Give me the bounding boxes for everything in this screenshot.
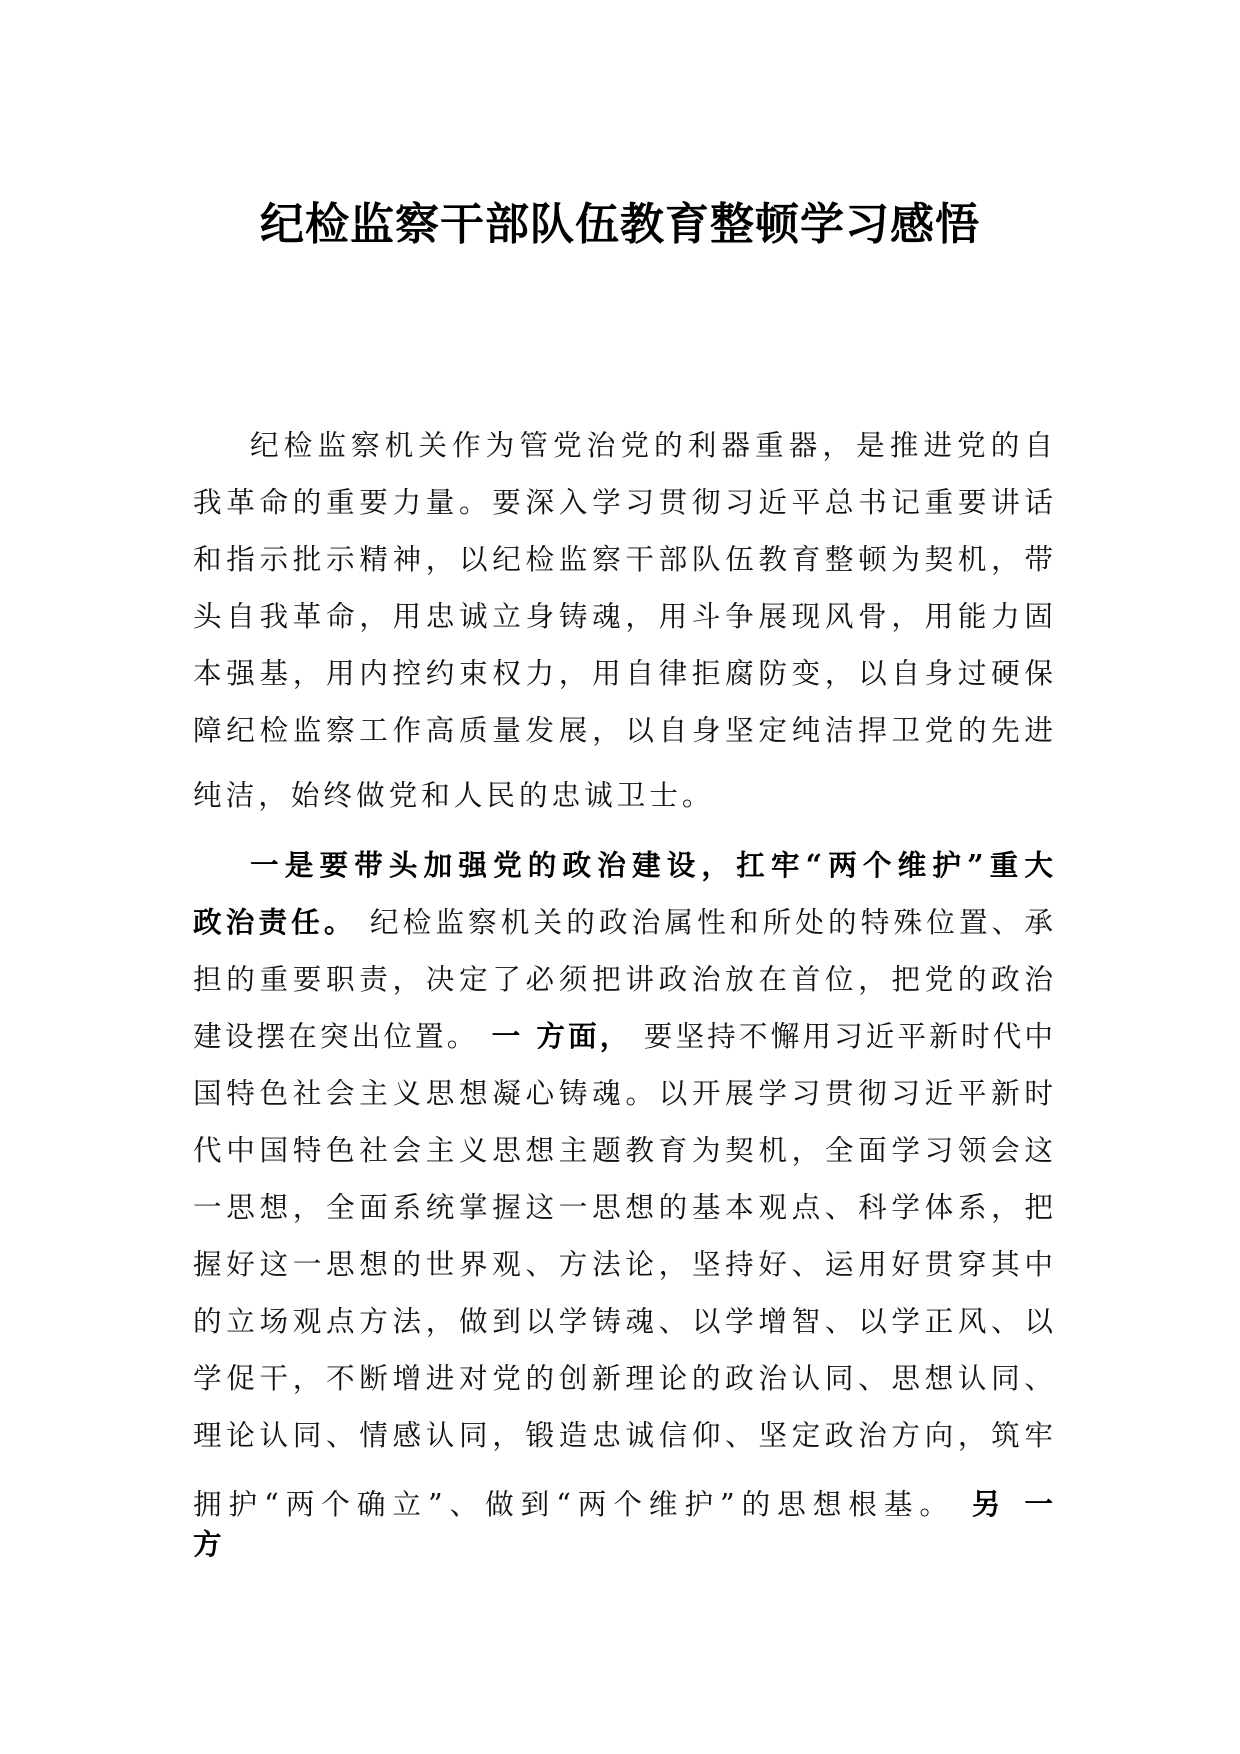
paragraph-2-line-12 <box>193 1484 1053 1524</box>
paragraph-1-line-4: 头自我革命，用忠诚立身铸魂，用斗争展现风骨，用能力固 <box>193 599 1053 633</box>
paragraph-2-trailing-char: 方 <box>193 1527 222 1561</box>
paragraph-1-line-7: 纯洁，始终做党和人民的忠诚卫士。 <box>193 778 715 812</box>
paragraph-2-line-4-end: 要坚持不懈用习近平新时代中 <box>631 1019 1053 1053</box>
paragraph-2-line-2-text: 纪检监察机关的政治属性和所处的特殊位置、承 <box>356 905 1053 939</box>
paragraph-2-line-10: 学促干，不断增进对党的创新理论的政治认同、思想认同、 <box>193 1361 1053 1395</box>
document-title: 纪检监察干部队伍教育整顿学习感悟 <box>260 199 980 250</box>
paragraph-2-subheading-one-side: 一 方面， <box>478 1019 632 1053</box>
paragraph-2-line-6: 代中国特色社会主义思想主题教育为契机，全面学习领会这 <box>193 1133 1053 1167</box>
paragraph-2-line-4 <box>193 1016 1053 1056</box>
paragraph-1-line-3: 和指示批示精神，以纪检监察干部队伍教育整顿为契机，带 <box>193 542 1053 576</box>
paragraph-2-line-2 <box>193 902 1053 942</box>
paragraph-2-line-8: 握好这一思想的世界观、方法论，坚持好、运用好贯穿其中 <box>193 1247 1053 1281</box>
paragraph-2-heading: 一是要带头加强党的政治建设，扛牢“两个维护”重大 <box>250 848 1053 882</box>
paragraph-1-line-2: 我革命的重要力量。要深入学习贯彻习近平总书记重要讲话 <box>193 485 1053 519</box>
paragraph-2-subheading-other-side: 另 一 <box>954 1487 1053 1521</box>
paragraph-2-line-9: 的立场观点方法，做到以学铸魂、以学增智、以学正风、以 <box>193 1304 1053 1338</box>
paragraph-1-line-1: 纪检监察机关作为管党治党的利器重器，是推进党的自 <box>250 428 1053 462</box>
paragraph-1-line-6: 障纪检监察工作高质量发展，以自身坚定纯洁捍卫党的先进 <box>193 713 1053 747</box>
paragraph-2-line-5: 国特色社会主义思想凝心铸魂。以开展学习贯彻习近平新时 <box>193 1076 1053 1110</box>
paragraph-2-line-11: 理论认同、情感认同，锻造忠诚信仰、坚定政治方向，筑牢 <box>193 1418 1053 1452</box>
paragraph-2-heading-end: 政治责任。 <box>193 905 357 939</box>
paragraph-1-line-5: 本强基，用内控约束权力，用自律拒腐防变，以自身过硬保 <box>193 656 1053 690</box>
paragraph-2-line-4-start: 建设摆在突出位置。 <box>193 1019 479 1053</box>
paragraph-2-line-12-text: 拥护“两个确立”、做到“两个维护”的思想根基。 <box>193 1487 955 1521</box>
paragraph-2-line-3: 担的重要职责，决定了必须把讲政治放在首位，把党的政治 <box>193 962 1053 996</box>
paragraph-2-line-7: 一思想，全面系统掌握这一思想的基本观点、科学体系，把 <box>193 1190 1053 1224</box>
